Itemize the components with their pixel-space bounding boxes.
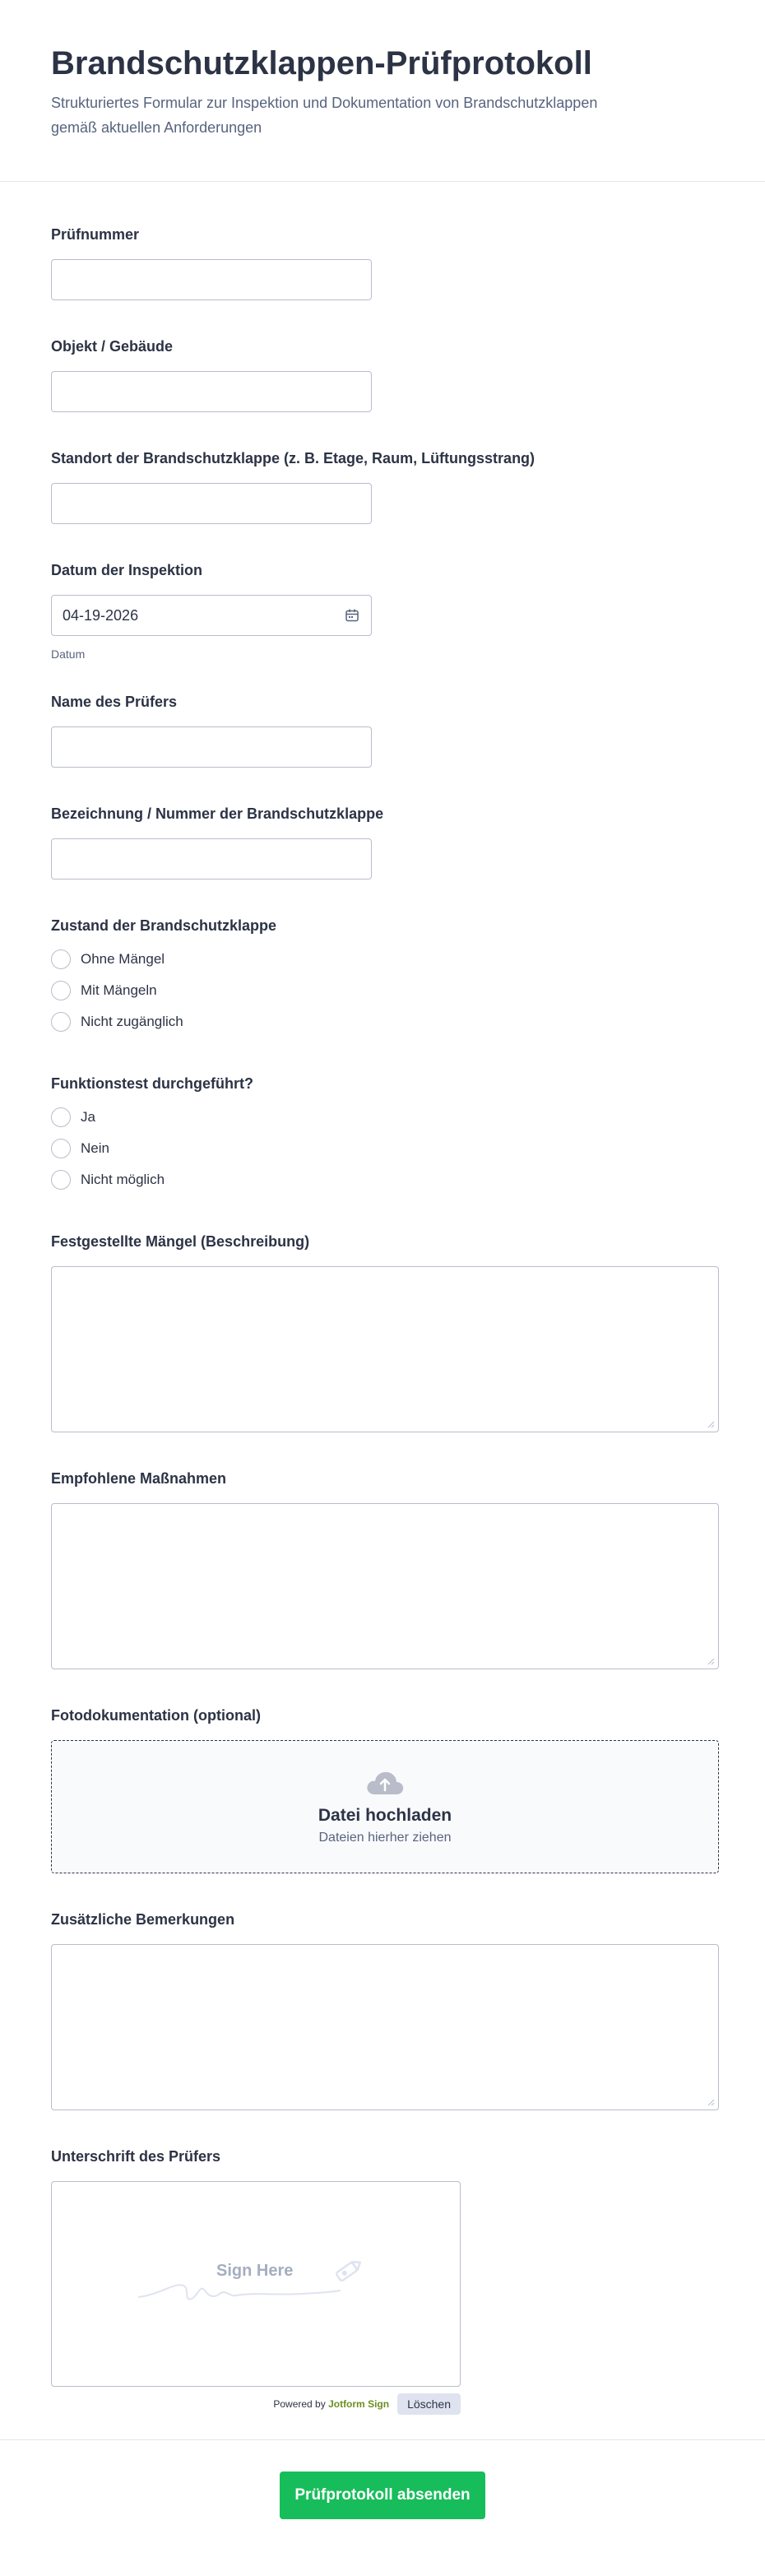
field-pruefnummer <box>51 225 714 300</box>
field-maengel <box>51 1232 714 1432</box>
jotform-sign-link[interactable]: Jotform Sign <box>328 2398 390 2410</box>
zustand-option[interactable] <box>51 975 714 1006</box>
page-subtitle <box>51 91 714 140</box>
label-datum: Datum der Inspektion <box>51 562 203 578</box>
label-funktionstest: Funktionstest durchgeführt? <box>51 1075 253 1092</box>
file-upload-dropzone[interactable] <box>51 1740 719 1873</box>
form-header <box>0 0 765 182</box>
field-bezeichnung <box>51 804 714 880</box>
calendar-icon[interactable] <box>345 608 359 623</box>
radio-label: Nein <box>81 1140 109 1156</box>
label-unterschrift: Unterschrift des Prüfers <box>51 2148 221 2165</box>
submit-button[interactable]: Prüfprotokoll absenden <box>280 2472 484 2519</box>
form-body <box>0 182 765 2415</box>
resize-handle-icon[interactable] <box>707 2098 715 2106</box>
label-pruefer: Name des Prüfers <box>51 694 178 710</box>
field-datum <box>51 560 714 661</box>
subtitle-line-2: gemäß aktuellen Anforderungen <box>51 119 262 136</box>
radio-button[interactable] <box>51 1139 71 1158</box>
funktionstest-option[interactable] <box>51 1102 714 1133</box>
label-bemerkungen: Zusätzliche Bemerkungen <box>51 1911 235 1928</box>
label-objekt: Objekt / Gebäude <box>51 338 174 355</box>
pruefnummer-input[interactable] <box>51 259 372 300</box>
field-unterschrift <box>51 2147 714 2415</box>
resize-handle-icon[interactable] <box>707 1420 715 1428</box>
field-pruefer <box>51 692 714 768</box>
radio-button[interactable] <box>51 1107 71 1127</box>
radio-label: Nicht möglich <box>81 1172 165 1187</box>
pruefer-input[interactable] <box>51 726 372 768</box>
label-massnahmen: Empfohlene Maßnahmen <box>51 1470 227 1487</box>
signature-footer <box>51 2393 461 2415</box>
field-bemerkungen <box>51 1910 714 2110</box>
field-massnahmen <box>51 1469 714 1669</box>
label-pruefnummer: Prüfnummer <box>51 226 140 243</box>
radio-button[interactable] <box>51 981 71 1000</box>
resize-handle-icon[interactable] <box>707 1657 715 1665</box>
signature-pad[interactable] <box>51 2181 461 2387</box>
radio-button[interactable] <box>51 1170 71 1190</box>
label-zustand: Zustand der Brandschutzklappe <box>51 917 277 934</box>
radio-label: Ohne Mängel <box>81 951 165 967</box>
massnahmen-textarea[interactable] <box>51 1503 719 1669</box>
datum-input[interactable] <box>51 595 372 636</box>
label-maengel: Festgestellte Mängel (Beschreibung) <box>51 1233 310 1250</box>
field-zustand <box>51 916 714 1037</box>
radio-button[interactable] <box>51 949 71 969</box>
standort-input[interactable] <box>51 483 372 524</box>
maengel-textarea[interactable] <box>51 1266 719 1432</box>
radio-label: Mit Mängeln <box>81 982 157 998</box>
field-funktionstest <box>51 1074 714 1195</box>
datum-value: 04-19-2026 <box>63 607 139 624</box>
field-foto <box>51 1706 714 1873</box>
radio-button[interactable] <box>51 1012 71 1032</box>
label-standort: Standort der Brandschutzklappe (z. B. Etage, Raum, Lüftungsstrang) <box>51 450 536 466</box>
subtitle-line-1: Strukturiertes Formular zur Inspektion und Dokumentation von Brandschutzklappen <box>51 95 598 111</box>
cloud-upload-icon <box>364 1768 406 1798</box>
upload-title: Datei hochladen <box>318 1806 452 1825</box>
radio-label: Ja <box>81 1109 95 1125</box>
field-standort <box>51 448 714 524</box>
bezeichnung-input[interactable] <box>51 838 372 880</box>
zustand-option[interactable] <box>51 944 714 975</box>
clear-signature-button[interactable]: Löschen <box>397 2393 461 2415</box>
powered-by-prefix: Powered by <box>273 2398 326 2410</box>
upload-subtitle: Dateien hierher ziehen <box>318 1831 452 1845</box>
funktionstest-option[interactable] <box>51 1164 714 1195</box>
label-bezeichnung: Bezeichnung / Nummer der Brandschutzklappe <box>51 805 384 822</box>
powered-by <box>273 2398 389 2410</box>
pen-icon <box>332 2256 364 2286</box>
zustand-option[interactable] <box>51 1006 714 1037</box>
form-footer <box>0 2439 765 2519</box>
signature-hint: Sign Here <box>216 2262 294 2280</box>
bemerkungen-textarea[interactable] <box>51 1944 719 2110</box>
datum-sublabel: Datum <box>51 647 86 661</box>
funktionstest-option[interactable] <box>51 1133 714 1164</box>
objekt-input[interactable] <box>51 371 372 412</box>
label-foto: Fotodokumentation (optional) <box>51 1707 261 1724</box>
radio-label: Nicht zugänglich <box>81 1014 183 1029</box>
field-objekt <box>51 337 714 412</box>
page-title: Brandschutzklappen-Prüfprotokoll <box>51 45 592 81</box>
